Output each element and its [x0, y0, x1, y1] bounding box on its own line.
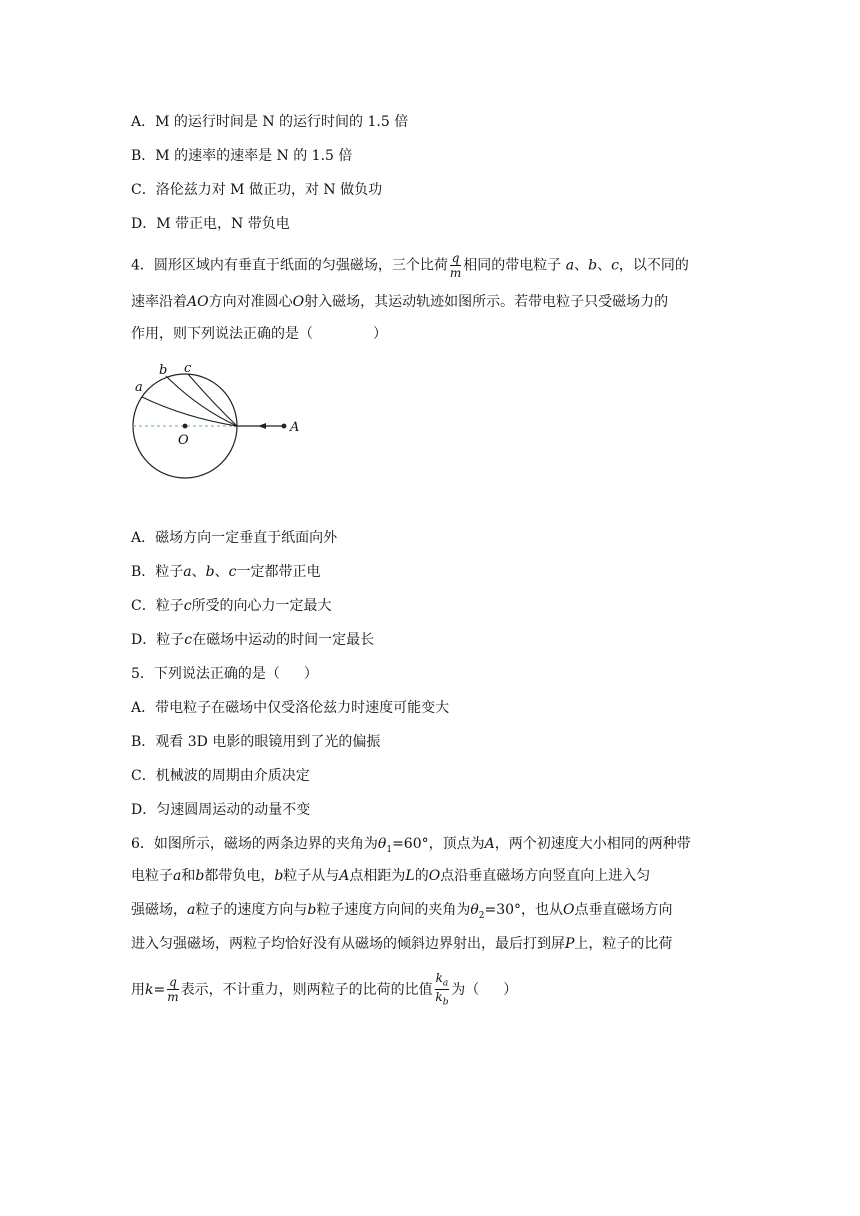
q6-line1: 6．如图所示，磁场的两条边界的夹角为$\theta_1=60^\circ$，顶点为A，两个初速度大小相同的两种带: [131, 836, 691, 855]
q5-option-a: A．带电粒子在磁场中仅受洛伦兹力时速度可能变大: [131, 700, 450, 716]
q5-option-b: B．观看 3D 电影的眼镜用到了光的偏振: [131, 734, 381, 750]
label-O: O: [178, 433, 189, 448]
q4-text: 4．圆形区域内有垂直于纸面的匀强磁场，三个比荷: [131, 257, 448, 274]
q4-stem-line2: 速率沿着AO方向对准圆心O射入磁场，其运动轨迹如图所示。若带电粒子只受磁场力的: [131, 294, 669, 310]
q6-line2: 电粒子a和b都带负电，b粒子从与A点相距为L的O点沿垂直磁场方向竖直向上进入匀: [131, 868, 651, 884]
q4-stem-line3: 作用，则下列说法正确的是（ ）: [131, 326, 387, 342]
q-over-m-fraction: $\frac{q}{m}$: [167, 975, 179, 1005]
q3-option-a: A．M 的运行时间是 N 的运行时间的 1.5 倍: [131, 114, 409, 130]
ka-over-kb-fraction: $\frac{k_a}{k_b}$: [435, 971, 449, 1008]
label-b: b: [159, 363, 168, 378]
q3-option-d: D．M 带正电，N 带负电: [131, 216, 290, 232]
center-point-O: [183, 424, 188, 429]
q4-option-b: B．粒子a、b、c一定都带正电: [131, 564, 321, 580]
q5-option-c: C．机械波的周期由介质决定: [131, 768, 310, 784]
q3-option-c: C．洛伦兹力对 M 做正功，对 N 做负功: [131, 182, 383, 198]
q6-line4: 进入匀强磁场，两粒子均恰好没有从磁场的倾斜边界射出，最后打到屏P上，粒子的比荷: [131, 936, 673, 952]
q6-line3: 强磁场，a粒子的速度方向与b粒子速度方向间的夹角为$\theta_2=30^\circ$，也从O点垂直磁场方向: [131, 902, 673, 921]
arrow-icon: [258, 423, 266, 429]
magnetic-field-figure: [126, 352, 326, 482]
q4-option-c: C．粒子c所受的向心力一定最大: [131, 598, 332, 614]
q5-stem: 5．下列说法正确的是（ ）: [131, 666, 318, 682]
point-A: [282, 424, 287, 429]
q-over-m-fraction: $\frac{q}{m}$: [449, 251, 462, 280]
q6-line5: 用k= $\frac{q}{m}$ 表示，不计重力，则两粒子的比荷的比值 $\frac{k_a}{k_b}$ 为（ ）: [131, 971, 518, 1008]
q3-option-b: B．M 的速率的速率是 N 的 1.5 倍: [131, 148, 353, 164]
q4-stem-line1: 4．圆形区域内有垂直于纸面的匀强磁场，三个比荷 $\frac{q}{m}$ 相同的带电粒子 a、b、c，以不同的: [131, 251, 689, 280]
q4-option-d: D．粒子c在磁场中运动的时间一定最长: [131, 632, 375, 648]
q4-option-a: A．磁场方向一定垂直于纸面向外: [131, 530, 338, 546]
label-A: A: [290, 420, 300, 435]
label-a: a: [135, 380, 143, 395]
label-c: c: [184, 361, 192, 376]
q5-option-d: D．匀速圆周运动的动量不变: [131, 802, 311, 818]
